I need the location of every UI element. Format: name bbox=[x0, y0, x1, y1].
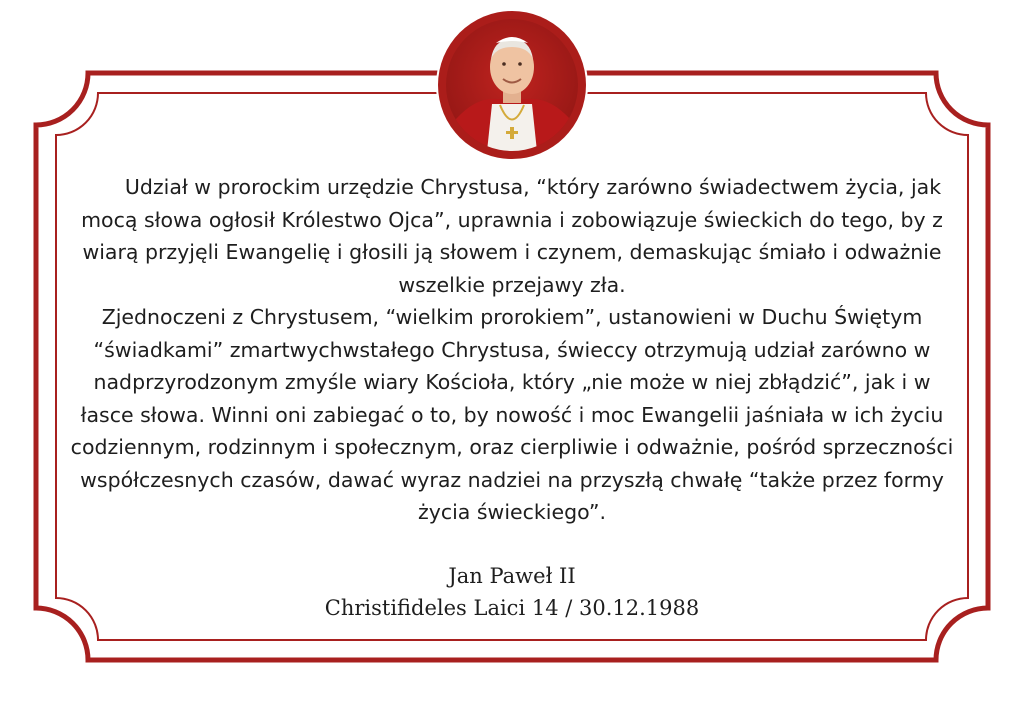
author-name: Jan Paweł II bbox=[448, 564, 576, 588]
quote-text bbox=[70, 171, 954, 529]
attribution bbox=[0, 560, 1024, 624]
quote-paragraph-1: Udział w prorockim urzędzie Chrystusa, “który zarówno świadectwem życia, jak mocą słowa ogłosił Królestwo Ojca”, uprawnia i zobowiązuje świeckich do tego, by z wiarą przyjęli Ewangelię i głosili ją słowem i czynem, demaskując śmiało i odważnie wszelkie przejawy zła. bbox=[81, 175, 943, 297]
portrait-icon bbox=[436, 9, 588, 161]
quote-paragraph-2: Zjednoczeni z Chrystusem, “wielkim prorokiem”, ustanowieni w Duchu Świętym “świadkami” zmartwychwstałego Chrystusa, świeccy otrzymują udział zarówno w nadprzyrodzonym zmyśle wiary Kościoła, który „nie może w niej zbłądzić”, jak i w łasce słowa. Winni oni zabiegać o to, by nowość i moc Ewangelii jaśniała w ich życiu codziennym, rodzinnym i społecznym, oraz cierpliwie i odważnie, pośród sprzeczności współczesnych czasów, dawać wyraz nadziei na przyszłą chwałę “także przez formy życia świeckiego”. bbox=[70, 305, 954, 524]
source-reference: Christifideles Laici 14 / 30.12.1988 bbox=[324, 596, 700, 620]
